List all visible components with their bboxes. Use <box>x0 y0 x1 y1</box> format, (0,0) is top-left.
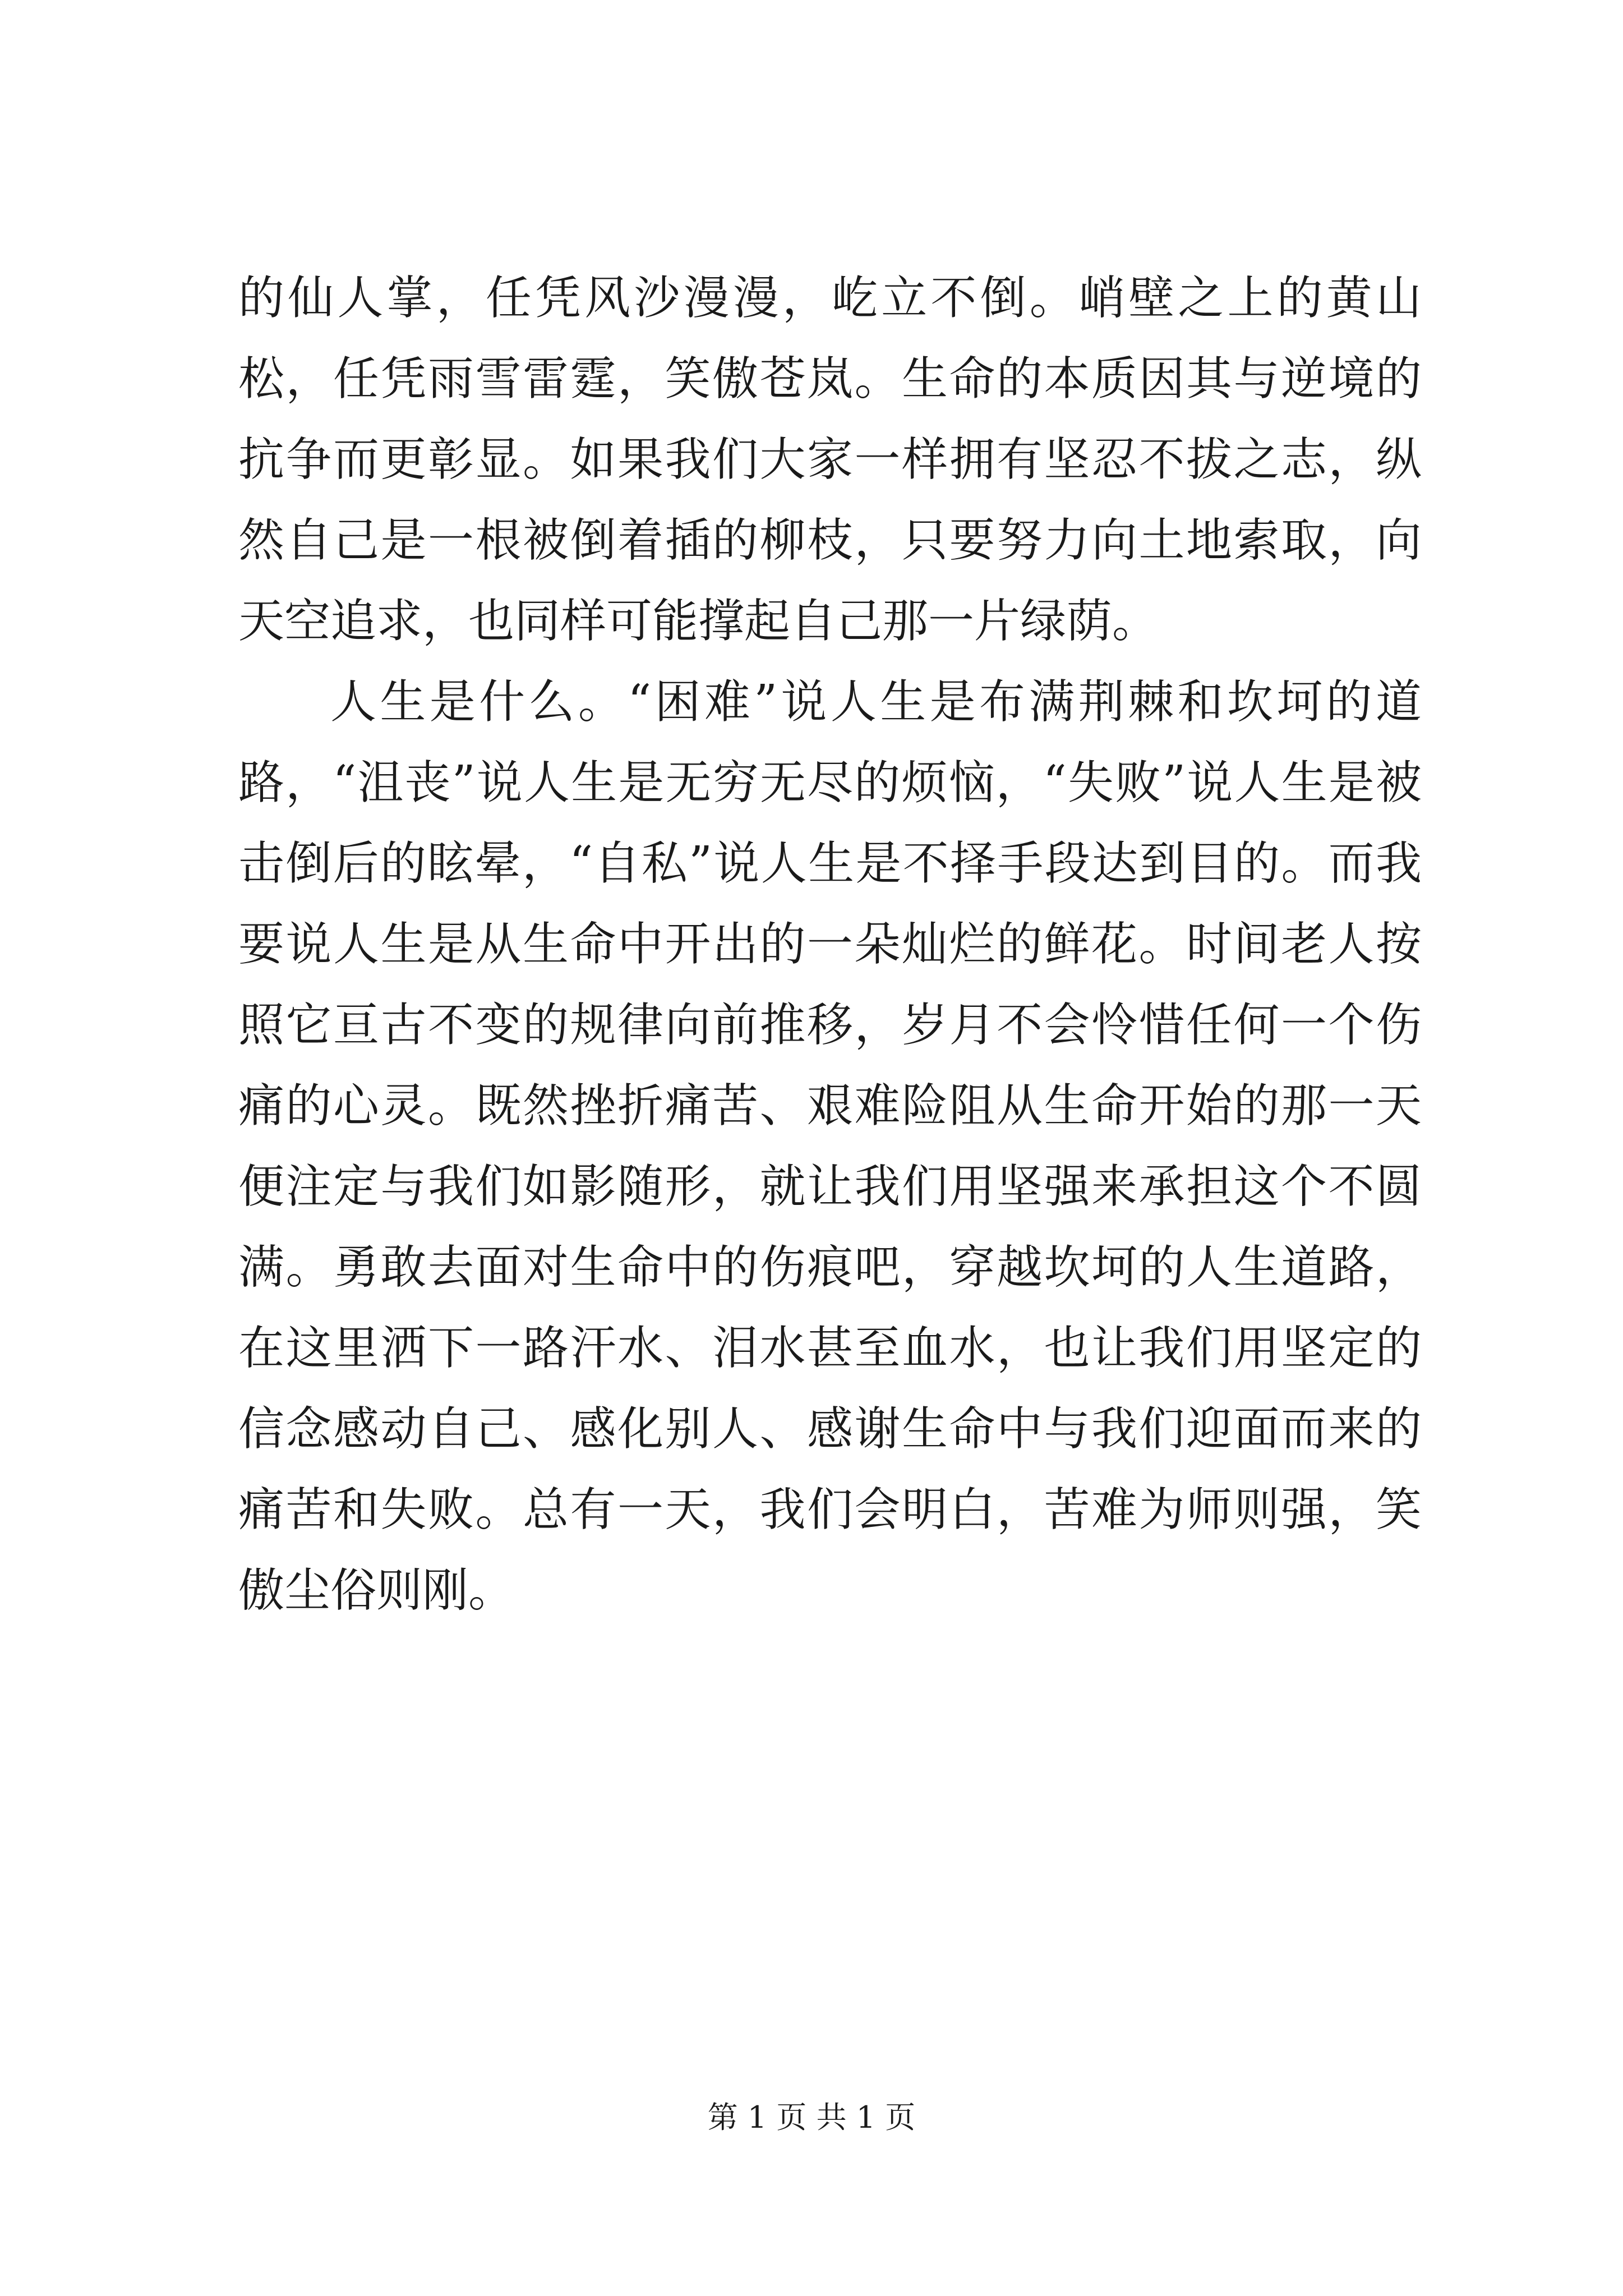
paragraph-2: 人生是什么。“困难”说人生是布满荆棘和坎坷的道路，“沮丧”说人生是无穷无尽的烦恼，“失败”说人生是被击倒后的眩晕，“自私”说人生是不择手段达到目的。而我要说人生是从生命中开出的一朵灿烂的鲜花。时间老人按照它亘古不变的规律向前推移，岁月不会怜惜任何一个伤痛的心灵。既然挫折痛苦、艰难险阻从生命开始的那一天便注定与我们如影随形，就让我们用坚强来承担这个不圆满。勇敢去面对生命中的伤痕吧，穿越坎坷的人生道路，在这里洒下一路汗水、泪水甚至血水，也让我们用坚定的信念感动自己、感化别人、感谢生命中与我们迎面而来的痛苦和失败。总有一天，我们会明白，苦难为师则强，笑傲尘俗则刚。 <box>238 675 1422 1617</box>
paragraph-1: 的仙人掌，任凭风沙漫漫，屹立不倒。峭壁之上的黄山松，任凭雨雪雷霆，笑傲苍岚。生命的本质因其与逆境的抗争而更彰显。如果我们大家一样拥有坚忍不拔之志，纵然自己是一根被倒着插的柳枝，只要努力向土地索取，向天空追求，也同样可能撑起自己那一片绿荫。 <box>238 272 1422 648</box>
document-body <box>238 258 1422 1631</box>
page-footer: 第 1 页 共 1 页 <box>707 2100 916 2135</box>
